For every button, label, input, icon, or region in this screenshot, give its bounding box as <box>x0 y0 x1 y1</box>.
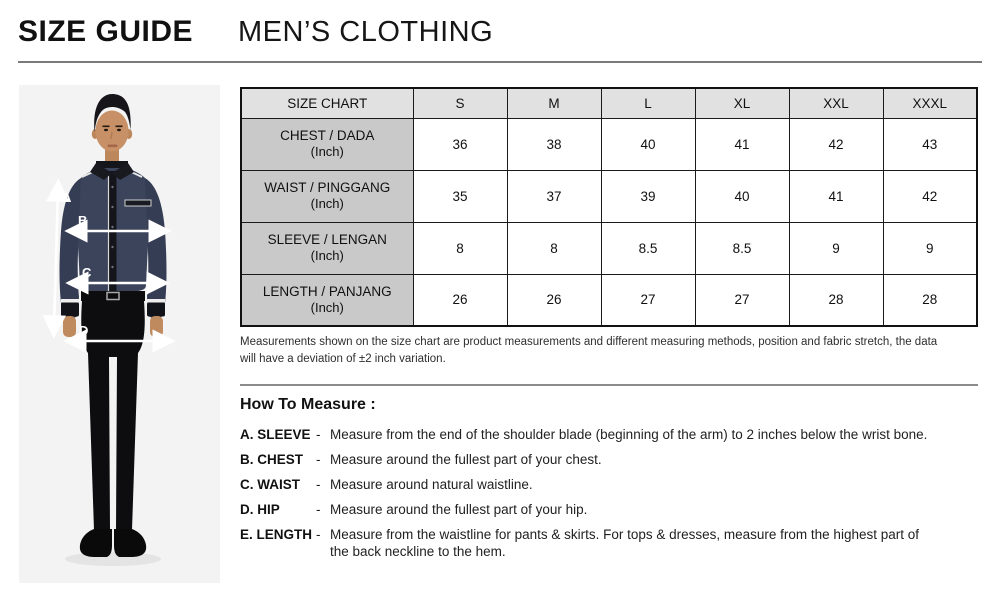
arrow-label-b: B <box>78 213 88 228</box>
cell-length-m: 26 <box>507 274 601 326</box>
cell-length-xxxl: 28 <box>883 274 977 326</box>
col-header-l: L <box>601 88 695 118</box>
item-text: Measure from the end of the shoulder blade (beginning of the arm) to 2 inches below the wrist bone. <box>330 427 928 443</box>
cell-sleeve-xxl: 9 <box>789 222 883 274</box>
table-row-sleeve <box>241 222 977 274</box>
item-text: Measure from the waistline for pants & skirts. For tops & dresses, measure from the highest part of the back neckline to the hem. <box>330 527 919 560</box>
row-unit: (Inch) <box>310 300 344 316</box>
item-text: Measure around natural waistline. <box>330 477 533 493</box>
col-header-xl: XL <box>695 88 789 118</box>
cell-chest-s: 36 <box>413 118 507 170</box>
list-item-hip <box>240 501 946 518</box>
cell-length-l: 27 <box>601 274 695 326</box>
row-header-chest <box>241 118 413 170</box>
header-divider <box>18 61 982 63</box>
item-text: Measure around the fullest part of your hip. <box>330 502 588 518</box>
cell-chest-xxl: 42 <box>789 118 883 170</box>
cell-waist-s: 35 <box>413 170 507 222</box>
item-dash: - <box>316 502 321 518</box>
row-header-length <box>241 274 413 326</box>
cell-length-s: 26 <box>413 274 507 326</box>
cell-waist-m: 37 <box>507 170 601 222</box>
row-header-sleeve <box>241 222 413 274</box>
row-label: CHEST / DADA <box>280 127 375 143</box>
arrow-label-d: D <box>79 323 89 338</box>
cell-length-xl: 27 <box>695 274 789 326</box>
cell-sleeve-l: 8.5 <box>601 222 695 274</box>
row-unit: (Inch) <box>310 144 344 160</box>
cell-waist-l: 39 <box>601 170 695 222</box>
model-photo-graphic <box>19 85 220 583</box>
item-key: D. HIP <box>240 502 280 518</box>
item-dash: - <box>316 477 321 493</box>
table-row-length <box>241 274 977 326</box>
table-row-chest <box>241 118 977 170</box>
cell-sleeve-xl: 8.5 <box>695 222 789 274</box>
row-label: WAIST / PINGGANG <box>264 179 391 195</box>
row-unit: (Inch) <box>310 196 344 212</box>
list-item-sleeve <box>240 426 946 443</box>
item-dash: - <box>316 452 321 468</box>
row-label: SLEEVE / LENGAN <box>267 231 387 247</box>
item-key: E. LENGTH <box>240 527 313 543</box>
section-divider <box>240 384 978 386</box>
row-label: LENGTH / PANJANG <box>262 283 392 299</box>
col-header-m: M <box>507 88 601 118</box>
cell-sleeve-s: 8 <box>413 222 507 274</box>
page-title: SIZE GUIDE <box>18 15 194 48</box>
cell-sleeve-xxxl: 9 <box>883 222 977 274</box>
list-item-chest <box>240 451 946 468</box>
item-text: Measure around the fullest part of your chest. <box>330 452 602 468</box>
item-dash: - <box>316 427 321 443</box>
arrow-label-a: A <box>62 190 72 205</box>
model-photo <box>19 85 220 583</box>
disclaimer-text: Measurements shown on the size chart are product measurements and different measuring methods, position and fabric stretch, the data will have a deviation of ±2 inch variation. <box>240 336 938 365</box>
row-unit: (Inch) <box>310 248 344 264</box>
cell-waist-xxxl: 42 <box>883 170 977 222</box>
table-title-cell: SIZE CHART <box>241 88 413 118</box>
size-chart-table <box>240 87 978 327</box>
cell-chest-l: 40 <box>601 118 695 170</box>
item-key: C. WAIST <box>240 477 300 493</box>
cell-waist-xxl: 41 <box>789 170 883 222</box>
cell-chest-xl: 41 <box>695 118 789 170</box>
item-key: A. SLEEVE <box>240 427 311 443</box>
arrow-label-c: C <box>82 265 92 280</box>
row-header-waist <box>241 170 413 222</box>
list-item-waist <box>240 476 946 493</box>
col-header-xxxl: XXXL <box>883 88 977 118</box>
floor-shadow <box>65 552 161 566</box>
list-item-length <box>240 526 946 560</box>
item-key: B. CHEST <box>240 452 304 468</box>
chest-pocket <box>125 200 151 206</box>
content-column <box>240 87 978 568</box>
cell-waist-xl: 40 <box>695 170 789 222</box>
how-to-measure-heading: How To Measure : <box>240 396 376 414</box>
table-row-waist <box>241 170 977 222</box>
col-header-xxl: XXL <box>789 88 883 118</box>
cell-chest-m: 38 <box>507 118 601 170</box>
page-subtitle: MEN’S CLOTHING <box>238 16 494 48</box>
item-dash: - <box>316 527 321 543</box>
how-to-measure-list <box>240 426 946 560</box>
cell-chest-xxxl: 43 <box>883 118 977 170</box>
cell-sleeve-m: 8 <box>507 222 601 274</box>
table-header-row <box>241 88 977 118</box>
col-header-s: S <box>413 88 507 118</box>
cell-length-xxl: 28 <box>789 274 883 326</box>
